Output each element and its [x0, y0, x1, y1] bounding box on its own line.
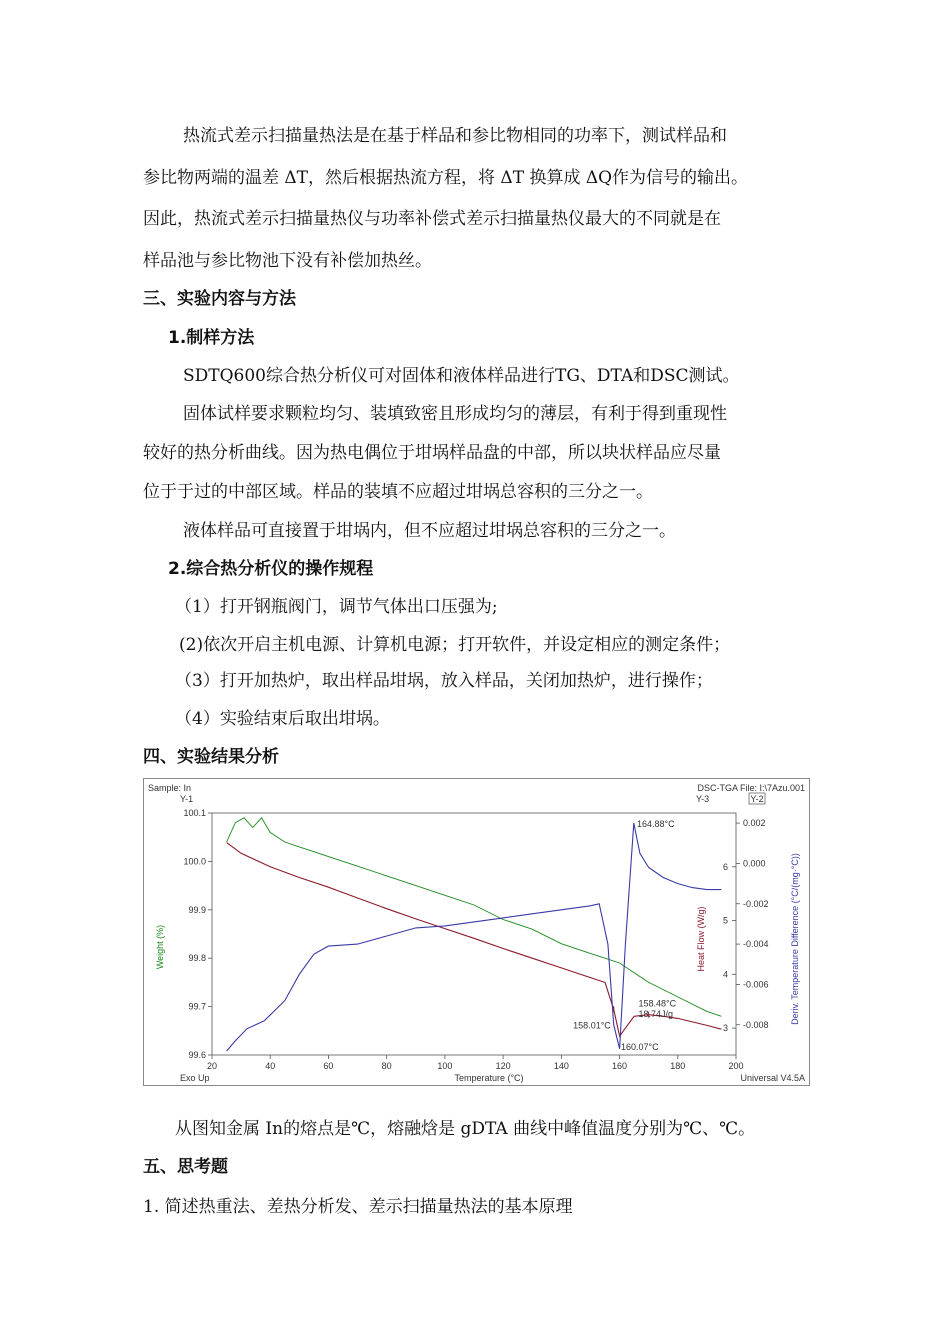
y-deriv-tick-label: -0.002	[743, 898, 769, 909]
x-tick-label: 80	[381, 1061, 392, 1071]
subsection-3-1-heading: 1.制样方法	[168, 328, 255, 348]
y-left-tick-label: 99.6	[188, 1050, 206, 1060]
y-left-tick-label: 99.9	[188, 904, 206, 915]
chart-y-left-title: Weight (%)	[155, 924, 165, 970]
chart-plot-area	[183, 808, 768, 1071]
chart-sample-label: Sample: In	[148, 783, 192, 793]
x-tick-label: 160	[612, 1061, 628, 1071]
chart-y-deriv-title: Deriv. Temperature Difference (°C/(mg·°C))	[790, 853, 800, 1025]
y-heat-tick-label: 5	[722, 915, 728, 926]
y-deriv-tick-label: -0.006	[743, 979, 769, 990]
para-3-line-1: 固体试样要求颗粒均匀、装填致密且形成均匀的薄层，有利于得到重现性	[183, 404, 727, 424]
y-left-tick-label: 99.8	[188, 953, 206, 964]
x-tick-label: 100	[437, 1061, 453, 1071]
chart-annotation: 158.48°C	[638, 998, 677, 1009]
series-line-weight	[227, 818, 722, 1020]
y-left-tick-label: 100.1	[183, 808, 206, 818]
subsection-3-2-heading: 2.综合热分析仪的操作规程	[168, 559, 374, 579]
result-paragraph: 从图知金属 In的熔点是℃，熔融焓是 gDTA 曲线中峰值温度分别为℃、℃。	[175, 1119, 756, 1139]
para-1-line-2: 参比物两端的温差 ΔT，然后根据热流方程，将 ΔT 换算成 ΔQ作为信号的输出。	[143, 168, 749, 188]
chart-universal-label: Universal V4.5A	[740, 1073, 805, 1083]
step-2: (2)依次开启主机电源、计算机电源；打开软件，并设定相应的测定条件；	[179, 635, 731, 655]
question-1: 1. 简述热重法、差热分析发、差示扫描量热法的基本原理	[143, 1197, 573, 1217]
chart-y1-label: Y-1	[180, 794, 194, 804]
x-tick-label: 40	[265, 1061, 276, 1071]
y-left-tick-label: 100.0	[183, 856, 206, 867]
section-4-heading: 四、实验结果分析	[143, 747, 279, 767]
step-4: （4）实验结束后取出坩埚。	[175, 709, 390, 729]
chart-annotation: 164.88°C	[637, 819, 675, 830]
chart-y-heat-title: Heat Flow (W/g)	[696, 906, 706, 972]
x-tick-label: 140	[553, 1061, 569, 1071]
step-1: （1）打开钢瓶阀门，调节气体出口压强为;	[175, 597, 498, 617]
para-1-line-3: 因此，热流式差示扫描量热仪与功率补偿式差示扫描量热仪最大的不同就是在	[143, 209, 721, 229]
y-heat-tick-label: 3	[722, 1023, 728, 1034]
x-tick-label: 120	[495, 1061, 511, 1071]
para-3-line-3: 位于于过的中部区域。样品的装填不应超过坩埚总容积的三分之一。	[143, 482, 653, 502]
chart-annotation: 158.01°C	[573, 1020, 611, 1031]
chart-annotation: 160.07°C	[621, 1042, 659, 1053]
chart-exo-label: Exo Up	[180, 1073, 210, 1083]
y-heat-tick-label: 4	[722, 969, 728, 980]
y-deriv-tick-label: -0.004	[743, 939, 769, 950]
para-1-line-4: 样品池与参比物池下没有补偿加热丝。	[143, 251, 432, 271]
y-deriv-tick-label: -0.008	[743, 1019, 769, 1030]
x-tick-label: 60	[323, 1061, 334, 1071]
y-left-tick-label: 99.7	[188, 1001, 206, 1012]
para-3-line-2: 较好的热分析曲线。因为热电偶位于坩埚样品盘的中部，所以块状样品应尽量	[143, 443, 721, 463]
x-tick-label: 200	[728, 1061, 744, 1071]
thermal-analysis-chart	[143, 778, 810, 1086]
para-4: 液体样品可直接置于坩埚内，但不应超过坩埚总容积的三分之一。	[183, 521, 676, 541]
step-3: （3）打开加热炉，取出样品坩埚，放入样品，关闭加热炉，进行操作；	[175, 671, 713, 691]
y-deriv-tick-label: 0.000	[743, 858, 766, 869]
y-deriv-tick-label: 0.002	[743, 818, 766, 829]
chart-y2-label: Y-2	[750, 794, 764, 804]
section-5-heading: 五、思考题	[143, 1157, 228, 1177]
chart-file-label: DSC-TGA File: I:\7Azu.001	[697, 783, 805, 793]
chart-annotation: 18.74J/g	[638, 1009, 674, 1020]
x-tick-label: 180	[670, 1061, 686, 1071]
para-2: SDTQ600综合热分析仪可对固体和液体样品进行TG、DTA和DSC测试。	[183, 366, 740, 386]
x-tick-label: 20	[206, 1061, 218, 1071]
chart-y3-label: Y-3	[696, 794, 710, 804]
y-heat-tick-label: 6	[722, 861, 728, 872]
para-1-line-1: 热流式差示扫描量热法是在基于样品和参比物相同的功率下，测试样品和	[183, 126, 727, 146]
section-3-heading: 三、实验内容与方法	[143, 289, 296, 309]
chart-x-axis-title: Temperature (°C)	[454, 1073, 524, 1083]
